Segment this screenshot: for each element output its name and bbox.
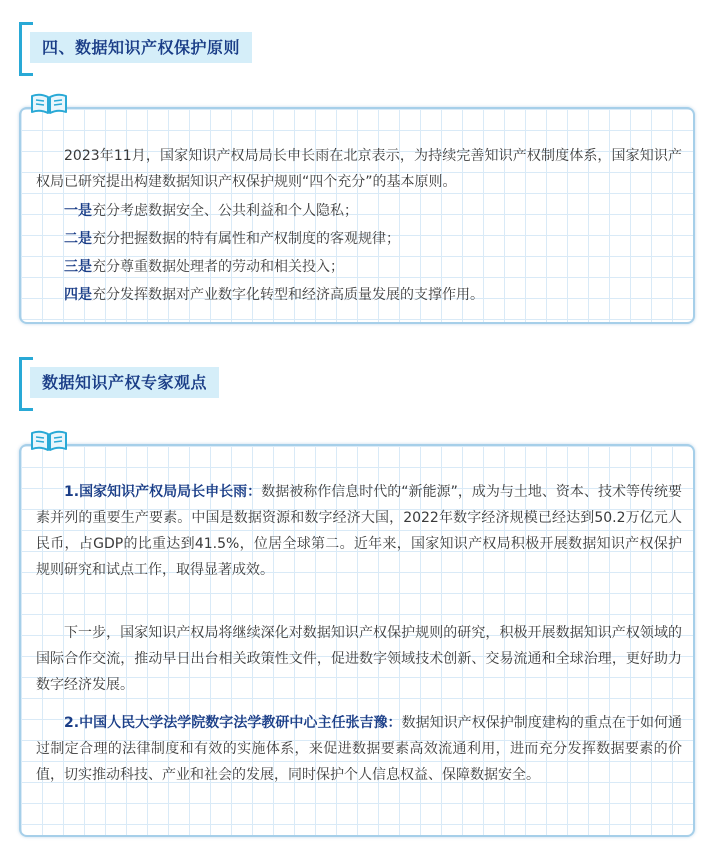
principle-text: 充分把握数据的特有属性和产权制度的客观规律； xyxy=(92,231,400,247)
section-header-experts xyxy=(19,357,279,407)
expert-paragraph xyxy=(36,479,682,583)
principle-item xyxy=(36,282,682,308)
open-book-icon xyxy=(29,427,69,453)
expert-name: 2.中国人民大学法学院数字法学教研中心主任张吉豫： xyxy=(64,715,402,731)
principle-text: 充分尊重数据处理者的劳动和相关投入； xyxy=(92,259,344,275)
principle-lead: 二是 xyxy=(64,231,92,247)
expert-name: 1.国家知识产权局局长申长雨： xyxy=(64,484,262,500)
principle-lead: 三是 xyxy=(64,259,92,275)
expert-quote: 数据被称作信息时代的“新能源”，成为与土地、资本、技术等传统要素并列的重要生产要素。中国是数据资源和数字经济大国，2022年数字经济规模已经达到50.2万亿元人民币，占GDP的比重达到41.5%，位居全球第二。近年来，国家知识产权局积极开展数据知识产权保护规则研究和试点工作，取得显著成效。 xyxy=(36,484,682,578)
section-title: 四、数据知识产权保护原则 xyxy=(30,32,252,63)
section-header-principles xyxy=(19,22,279,72)
principle-text: 充分发挥数据对产业数字化转型和经济高质量发展的支撑作用。 xyxy=(92,287,484,303)
principle-item xyxy=(36,254,682,280)
expert-quote: 数据知识产权保护制度建构的重点在于如何通过制定合理的法律制度和有效的实施体系，来促进数据要素高效流通利用，进而充分发挥数据要素的价值，切实推动科技、产业和社会的发展，同时保护个人信息权益、保障数据安全。 xyxy=(36,715,683,783)
principle-lead: 四是 xyxy=(64,287,92,303)
principle-text: 充分考虑数据安全、公共利益和个人隐私； xyxy=(92,203,358,219)
open-book-icon xyxy=(29,90,69,116)
section-title: 数据知识产权专家观点 xyxy=(30,367,219,398)
expert-paragraph xyxy=(36,710,682,788)
expert-paragraph: 下一步，国家知识产权局将继续深化对数据知识产权保护规则的研究，积极开展数据知识产权领域的国际合作交流，推动早日出台相关政策性文件，促进数字领域技术创新、交易流通和全球治理，更好助力数字经济发展。 xyxy=(36,625,682,693)
principle-item xyxy=(36,198,682,224)
principle-lead: 一是 xyxy=(64,203,92,219)
principle-item xyxy=(36,226,682,252)
principles-intro: 2023年11月，国家知识产权局局长申长雨在北京表示，为持续完善知识产权制度体系，国家知识产权局已研究提出构建数据知识产权保护规则“四个充分”的基本原则。 xyxy=(36,148,682,190)
